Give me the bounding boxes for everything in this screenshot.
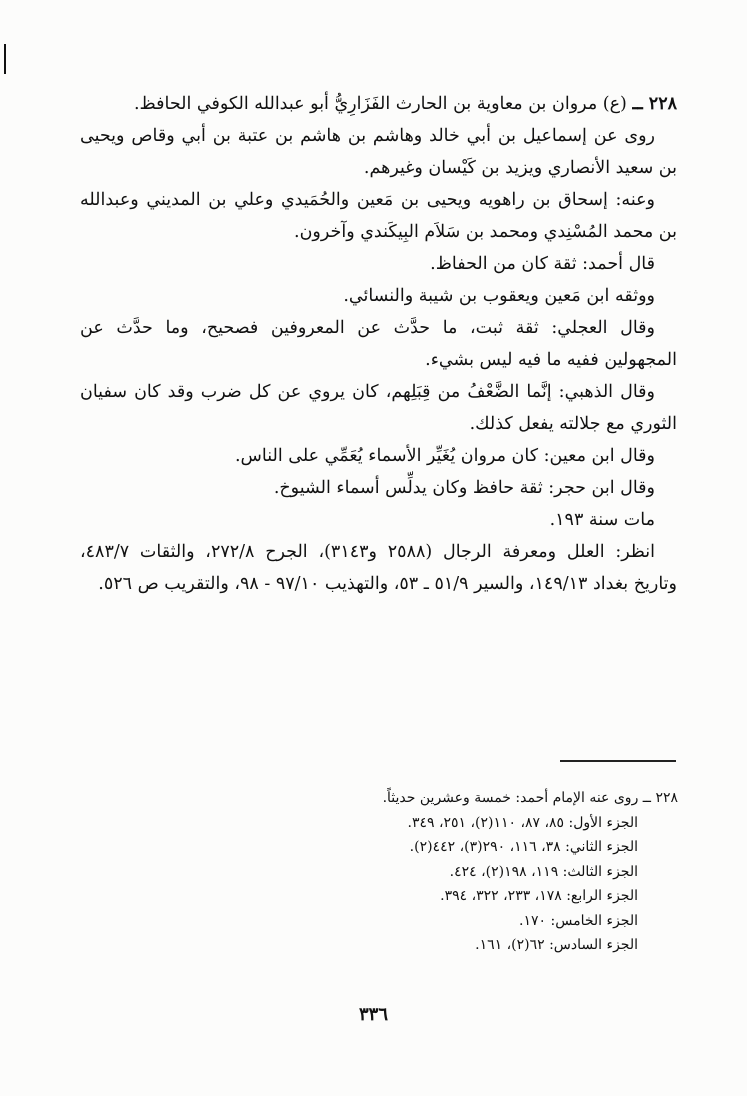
- footnotes: [200, 786, 678, 958]
- page-number: ٣٣٦: [358, 1004, 388, 1025]
- paragraph-dhahabi: وقال الذهبي: إنَّما الضَّعْفُ من قِبَلِهم، كان يروي عن كل ضرب وقد كان سفيان الثوري مع جلالته يفعل كذلك.: [80, 382, 677, 434]
- paragraph-death-year: مات سنة ١٩٣.: [549, 510, 655, 530]
- margin-mark: [4, 44, 6, 74]
- paragraph-narrated-from: روى عن إسماعيل بن أبي خالد وهاشم بن هاشم بن عتبة بن أبي وقاص ويحيى بن سعيد الأنصاري ويزيد بن كَيْسان وغيرهم.: [80, 126, 677, 178]
- entry-heading: [80, 88, 677, 120]
- footnote-line-part6: الجزء السادس: ٦٢(٢)، ١٦١.: [475, 937, 638, 953]
- footnote-line-part3: الجزء الثالث: ١١٩، ١٩٨(٢)، ٤٢٤.: [449, 863, 638, 880]
- paragraph-references: انظر: العلل ومعرفة الرجال (٢٥٨٨ و٣١٤٣)، الجرح ٢٧٢/٨، والثقات ٤٨٣/٧، وتاريخ بغداد ١٤٩/١٣، والسير ٥١/٩ ـ ٥٣، والتهذيب ٩٧/١٠ - ٩٨، والتقريب ص ٥٢٦.: [80, 542, 677, 594]
- paragraph-ahmad: قال أحمد: ثقة كان من الحفاظ.: [430, 254, 655, 274]
- footnote-separator: [560, 760, 676, 762]
- paragraph-ibn-maeen: وقال ابن معين: كان مروان يُغَيِّر الأسماء يُعَمِّي على الناس.: [234, 446, 655, 466]
- entry-number: ٢٢٨ ــ: [632, 94, 677, 114]
- paragraph-ijli: وقال العجلي: ثقة ثبت، ما حدَّث عن المعروفين فصحيح، وما حدَّث عن المجهولين ففيه ما فيه ليس بشيء.: [80, 318, 677, 370]
- paragraph-ibn-hajar: وقال ابن حجر: ثقة حافظ وكان يدلِّس أسماء الشيوخ.: [273, 478, 655, 498]
- footnote-line-part4: الجزء الرابع: ١٧٨، ٢٣٣، ٣٢٢، ٣٩٤.: [440, 888, 638, 904]
- footnote-line-part2: الجزء الثاني: ٣٨، ١١٦، ٢٩٠(٣)، ٤٤٢(٢).: [409, 839, 638, 855]
- footnote-line-part1: الجزء الأول: ٨٥، ٨٧، ١١٠(٢)، ٢٥١، ٣٤٩.: [407, 814, 638, 831]
- main-text: [80, 88, 677, 600]
- entry-title: (ع) مروان بن معاوية بن الحارث الفَزَارِيُّ أبو عبدالله الكوفي الحافظ.: [133, 94, 627, 114]
- paragraph-narrators-from-him: وعنه: إسحاق بن راهويه ويحيى بن مَعين والحُمَيدي وعلي بن المديني وعبدالله بن محمد المُسْنِدي ومحمد بن سَلاَم البِيكَندي وآخرون.: [80, 190, 677, 242]
- paragraph-ibn-maeen-tawthiq: ووثقه ابن مَعين ويعقوب بن شيبة والنسائي.: [343, 286, 655, 306]
- footnote-intro: ٢٢٨ ــ روى عنه الإمام أحمد: خمسة وعشرين حديثاً.: [382, 790, 678, 806]
- footnote-line-part5: الجزء الخامس: ١٧٠.: [519, 912, 638, 929]
